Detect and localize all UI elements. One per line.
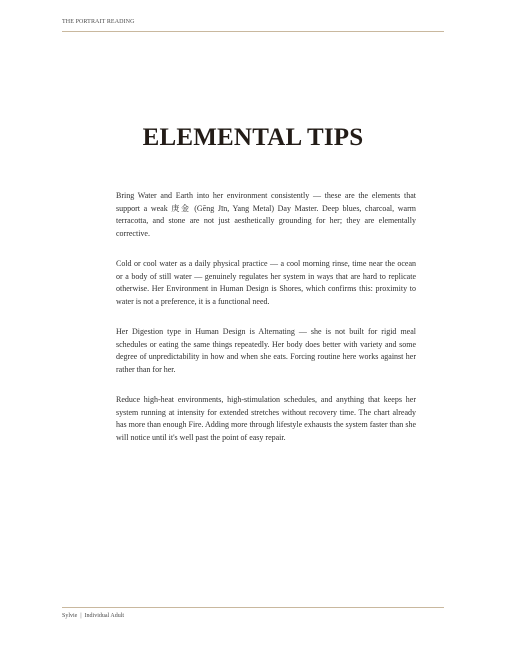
page-title: ELEMENTAL TIPS: [142, 124, 364, 151]
footer-separator: |: [80, 613, 82, 619]
footer-name: Sylvie: [62, 613, 78, 619]
page-header-label: THE PORTRAIT READING: [62, 19, 135, 25]
paragraph-digestion: Her Digestion type in Human Design is Alternating — she is not built for rigid meal schedules or eating the same things repeatedly. Her body does better with variety and some degree of unpredictability in how and when she eats. Forcing routine here works against her rather than for her.: [116, 327, 416, 374]
footer-divider: [62, 607, 444, 608]
paragraph-cold-water: Cold or cool water as a daily physical practice — a cool morning rinse, time near the ocean or a body of still water — genuinely regulates her system in ways that are hard to replicate otherwise. Her Environment in Human Design is Shores, which confirms this: proximity to water is not a preference, it is a functional need.: [116, 259, 416, 306]
body-content: [116, 190, 416, 462]
page-footer: [62, 613, 124, 619]
header-divider: [62, 31, 444, 32]
paragraph-reduce-heat: Reduce high-heat environments, high-stimulation schedules, and anything that keeps her system running at intensity for extended stretches without recovery time. The chart already has more than enough Fire. Adding more through lifestyle exhausts the system faster than she will notice until it's well past the point of easy repair.: [116, 395, 416, 442]
footer-descriptor: Individual Adult: [84, 613, 125, 619]
paragraph-water-earth: Bring Water and Earth into her environment consistently — these are the elements that support a weak 庚金 (Gēng Jīn, Yang Metal) Day Master. Deep blues, charcoal, warm terracotta, and stone are not just aesthetically grounding for her; they are elementally corrective.: [116, 191, 416, 238]
